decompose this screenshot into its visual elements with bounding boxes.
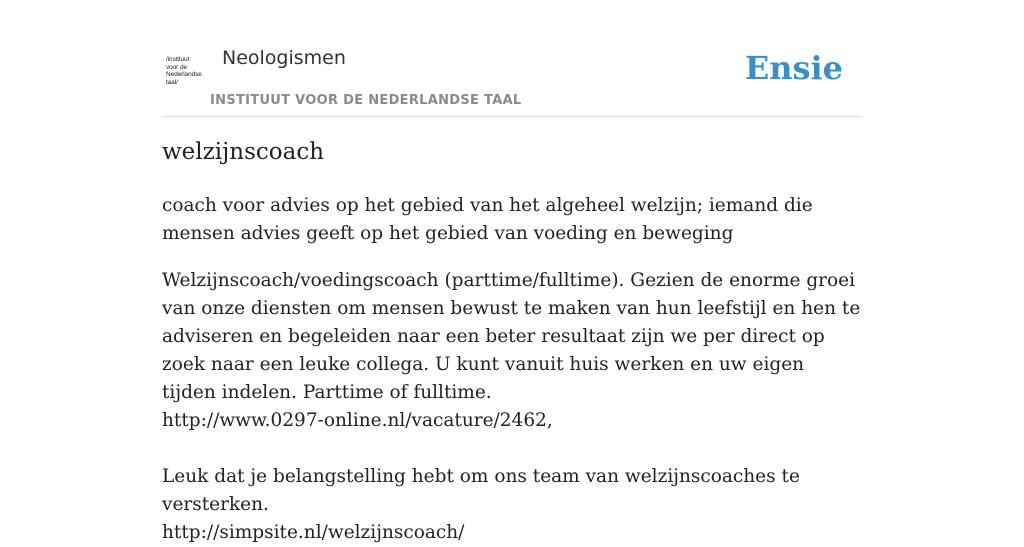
institute-name: INSTITUUT VOOR DE NEDERLANDSE TAAL	[210, 93, 522, 108]
logo-line: Nederlandse	[166, 71, 202, 79]
entry-term: welzijnscoach	[162, 139, 325, 165]
logo-line: voor de	[166, 63, 187, 71]
example-source-link: http://simpsite.nl/welzijnscoach/	[162, 522, 465, 543]
ivdnt-logo[interactable]	[166, 56, 208, 90]
example-source-link: http://www.0297-online.nl/vacature/2462,	[162, 410, 553, 431]
example-spacer	[162, 435, 862, 463]
entry-definition: coach voor advies op het gebied van het algeheel welzijn; iemand die mensen advies geeft op het gebied van voeding en beweging	[162, 195, 813, 244]
logo-line: /instituut	[166, 56, 190, 63]
site-header	[162, 44, 862, 117]
logo-line: taal/	[166, 78, 178, 86]
example-quote: Leuk dat je belangstelling hebt om ons team van welzijnscoaches te versterken.	[162, 466, 800, 515]
entry-examples	[162, 267, 862, 547]
ensie-logo-link[interactable]: Ensie	[744, 49, 843, 87]
site-title-link[interactable]: Neologismen	[222, 47, 346, 69]
example-quote: Welzijnscoach/voedingscoach (parttime/fulltime). Gezien de enorme groei van onze diensten om mensen bewust te maken van hun leefstijl en hen te adviseren en begeleiden naar een beter resultaat zijn we per direct op zoek naar een leuke collega. U kunt vanuit huis werken en uw eigen tijden indelen. Parttime of fulltime.	[162, 270, 861, 403]
